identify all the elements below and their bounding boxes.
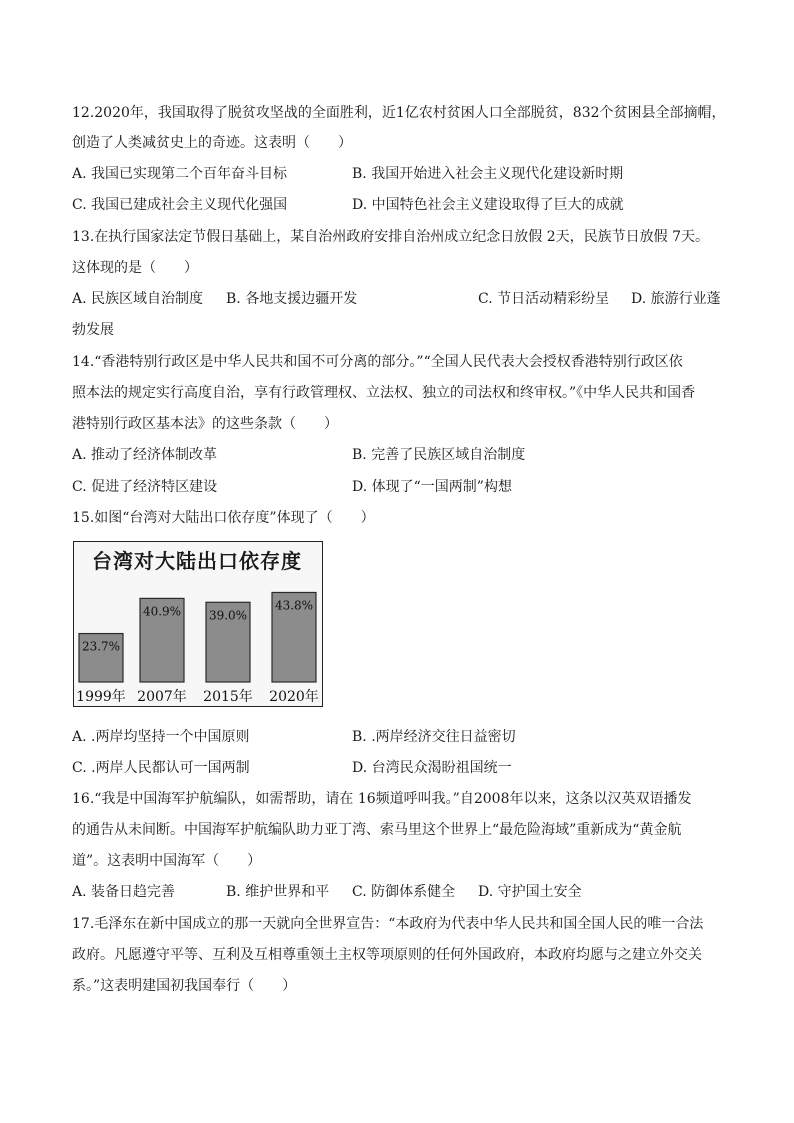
q13-option-a: A. 民族区域自治制度 bbox=[72, 291, 204, 307]
chart-data-label: 23.7% bbox=[81, 639, 121, 654]
q14-option-b: B. 完善了民族区域自治制度 bbox=[352, 447, 526, 463]
q13-stem-line-1: 13.在执行国家法定节假日基础上，某自治州政府安排自治州成立纪念日放假 2天，民族节日放假 7天。 bbox=[72, 229, 709, 245]
q17-stem-line-1: 17.毛泽东在新中国成立的那一天就向全世界宣告：“本政府为代表中华人民共和国全国人民的唯一合法 bbox=[72, 916, 704, 932]
q16-stem-line-2: 的通告从未间断。中国海军护航编队助力亚丁湾、索马里这个世界上“最危险海域”重新成为“黄金航 bbox=[72, 822, 682, 838]
q14-stem-line-1: 14.“香港特别行政区是中华人民共和国不可分离的部分。”“全国人民代表大会授权香港特别行政区依 bbox=[72, 354, 683, 370]
q15-option-d: D. 台湾民众渴盼祖国统一 bbox=[352, 760, 512, 776]
q12-option-b: B. 我国开始进入社会主义现代化建设新时期 bbox=[352, 166, 624, 182]
q14-option-d: D. 体现了“一国两制”构想 bbox=[352, 479, 512, 495]
chart-category-label: 2020年 bbox=[269, 689, 319, 705]
q15-option-c: C. .两岸人民都认可一国两制 bbox=[72, 760, 250, 776]
chart-title: 台湾对大陆出口依存度 bbox=[92, 549, 302, 573]
q13-option-d: D. 旅游行业蓬 bbox=[631, 291, 721, 307]
q15-option-b: B. .两岸经济交往日益密切 bbox=[352, 729, 516, 745]
q14-stem-line-2: 照本法的规定实行高度自治，享有行政管理权、立法权、独立的司法权和终审权。”《中华人民共和国香 bbox=[72, 385, 696, 401]
q16-option-a: A. 装备日趋完善 bbox=[72, 884, 176, 900]
q13-stem-line-2: 这体现的是（ ） bbox=[72, 260, 198, 276]
chart-svg bbox=[74, 542, 321, 705]
q16-option-b: B. 维护世界和平 bbox=[226, 884, 330, 900]
q16-stem-line-3: 道”。这表明中国海军（ ） bbox=[72, 853, 262, 869]
q15-option-a: A. .两岸均坚持一个中国原则 bbox=[72, 729, 250, 745]
q15-stem-line-1: 15.如图“台湾对大陆出口依存度”体现了（ ） bbox=[72, 510, 375, 526]
q14-stem-line-3: 港特别行政区基本法》的这些条款（ ） bbox=[72, 416, 338, 432]
chart-category-label: 2007年 bbox=[137, 689, 187, 705]
q13-option-c: C. 节日活动精彩纷呈 bbox=[478, 291, 610, 307]
chart-data-label: 43.8% bbox=[274, 598, 314, 613]
q12-option-c: C. 我国已建成社会主义现代化强国 bbox=[72, 197, 288, 213]
q17-stem-line-3: 系。”这表明建国初我国奉行（ ） bbox=[72, 978, 297, 994]
q16-option-d: D. 守护国土安全 bbox=[478, 884, 582, 900]
q12-stem-line-2: 创造了人类减贫史上的奇迹。这表明（ ） bbox=[72, 135, 352, 151]
q13-option-d-continued: 勃发展 bbox=[72, 322, 114, 338]
chart-data-label: 40.9% bbox=[142, 604, 182, 619]
q14-option-c: C. 促进了经济特区建设 bbox=[72, 479, 218, 495]
chart-data-label: 39.0% bbox=[208, 608, 248, 623]
q12-option-d: D. 中国特色社会主义建设取得了巨大的成就 bbox=[352, 197, 624, 213]
q16-option-c: C. 防御体系健全 bbox=[352, 884, 456, 900]
export-dependency-chart bbox=[73, 541, 323, 707]
q17-stem-line-2: 政府。凡愿遵守平等、互利及互相尊重领土主权等项原则的任何外国政府，本政府均愿与之建立外交关 bbox=[72, 947, 702, 963]
q14-option-a: A. 推动了经济体制改革 bbox=[72, 447, 218, 463]
q16-stem-line-1: 16.“我是中国海军护航编队，如需帮助，请在 16频道呼叫我。”自2008年以来，这条以汉英双语播发 bbox=[72, 791, 692, 807]
q12-stem-line-1: 12.2020年，我国取得了脱贫攻坚战的全面胜利，近1亿农村贫困人口全部脱贫，832个贫困县全部摘帽， bbox=[72, 105, 726, 121]
chart-category-label: 1999年 bbox=[76, 689, 126, 705]
chart-category-label: 2015年 bbox=[203, 689, 253, 705]
q12-option-a: A. 我国已实现第二个百年奋斗目标 bbox=[72, 166, 288, 182]
q13-option-b: B. 各地支援边疆开发 bbox=[226, 291, 358, 307]
